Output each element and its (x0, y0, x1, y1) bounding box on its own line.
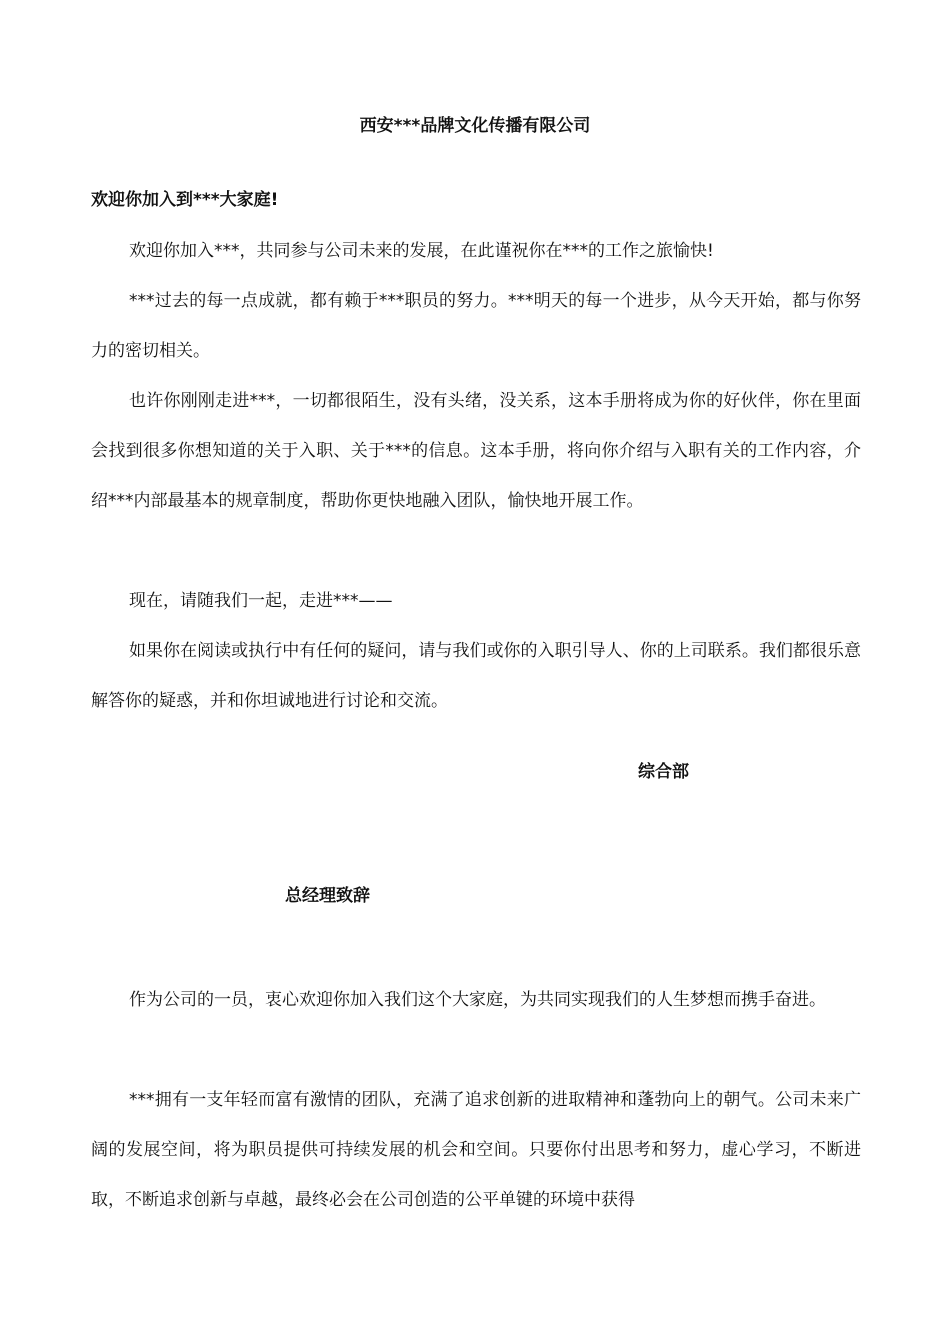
gm-speech-heading: 总经理致辞 (285, 886, 370, 906)
welcome-paragraph-5: 如果你在阅读或执行中有任何的疑问，请与我们或你的入职引导人、你的上司联系。我们都很乐意解答你的疑惑，并和你坦诚地进行讨论和交流。 (91, 641, 861, 711)
welcome-paragraph-3: 也许你刚刚走进***，一切都很陌生，没有头绪，没关系，这本手册将成为你的好伙伴，你在里面会找到很多你想知道的关于入职、关于***的信息。这本手册，将向你介绍与入职有关的工作内容，介绍***内部最基本的规章制度，帮助你更快地融入团队，愉快地开展工作。 (91, 391, 861, 511)
company-title: 西安***品牌文化传播有限公司 (359, 116, 591, 136)
signature-department: 综合部 (638, 762, 689, 782)
welcome-paragraph-2: ***过去的每一点成就，都有赖于***职员的努力。***明天的每一个进步，从今天开始，都与你努力的密切相关。 (91, 291, 861, 361)
welcome-paragraph-1: 欢迎你加入***，共同参与公司未来的发展，在此谨祝你在***的工作之旅愉快! (129, 241, 714, 261)
welcome-heading: 欢迎你加入到***大家庭! (91, 190, 279, 210)
gm-paragraph-1: 作为公司的一员，衷心欢迎你加入我们这个大家庭，为共同实现我们的人生梦想而携手奋进。 (129, 990, 826, 1010)
welcome-paragraph-4: 现在，请随我们一起，走进***—— (129, 591, 393, 611)
gm-paragraph-2: ***拥有一支年轻而富有激情的团队，充满了追求创新的进取精神和蓬勃向上的朝气。公司未来广阔的发展空间，将为职员提供可持续发展的机会和空间。只要你付出思考和努力，虚心学习，不断进取，不断追求创新与卓越，最终必会在公司创造的公平单键的环境中获得 (91, 1090, 861, 1210)
